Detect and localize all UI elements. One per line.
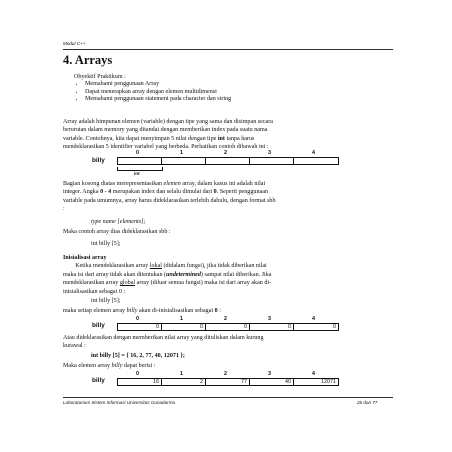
code-initializer: int billy [5] = { 16, 2, 77, 40, 12071 }; <box>91 353 185 359</box>
type-bracket <box>117 167 163 171</box>
header-rule <box>63 49 393 50</box>
array-cell: 40 <box>250 379 294 385</box>
array-cell: 16 <box>118 379 162 385</box>
array-index: 0 <box>136 371 139 377</box>
text-span: dapat berisi : <box>122 363 156 369</box>
text-span: [elements] <box>117 219 144 225</box>
text-line <box>63 180 393 188</box>
page-number: 26 dari 77 <box>357 400 378 405</box>
text-span: array (diluar semua fungsi) maka isi dari array akan di- <box>135 280 272 287</box>
array-index: 1 <box>180 150 183 156</box>
array-name: billy <box>92 322 105 329</box>
text-line <box>63 188 393 196</box>
objectives-heading: Obyektif Praktikum : <box>74 74 126 80</box>
text-span: 0 - 4 <box>100 189 112 196</box>
array-cell <box>206 158 250 164</box>
objective-item: • Memahami penggunaan statement pada character dan string <box>85 96 231 103</box>
text-line <box>63 271 393 279</box>
footer-lab: Laboratorium Sistem Informasi Universitas Gunadarma <box>63 400 176 405</box>
array-index: 1 <box>180 316 183 322</box>
array-index: 4 <box>312 316 315 322</box>
array-cell: 0 <box>118 324 162 330</box>
array-index: 0 <box>136 150 139 156</box>
text-span: Ketika mendeklarasikan array <box>75 263 150 270</box>
array-index: 2 <box>224 316 227 322</box>
text-span: array, dalam kasus ini adalah nilai <box>180 181 266 187</box>
array-index: 3 <box>268 316 271 322</box>
array-cell: 0 <box>333 324 336 330</box>
type-label: int <box>134 171 140 176</box>
init-section <box>63 254 393 296</box>
array-cell: 0 <box>250 324 294 330</box>
array-index: 4 <box>312 150 315 156</box>
array-cells <box>117 323 339 331</box>
text-span: . Seperti penggunaan <box>216 189 268 196</box>
text-span: integer. Angka <box>63 189 101 196</box>
array-cell: 2 <box>162 379 206 385</box>
keyword-int: int <box>217 135 225 142</box>
array-cell <box>162 158 206 164</box>
text-span: tanpa harus <box>224 135 255 142</box>
array-index: 1 <box>180 371 183 377</box>
text-line <box>63 262 393 270</box>
text-line <box>63 362 155 370</box>
array-cell: 12071 <box>321 379 336 385</box>
array-cells <box>117 378 339 386</box>
objective-item: • Memahami penggunaan Array <box>85 81 231 88</box>
text-line: mendeklarasikan 5 identifier variabel yang berbeda. Perhatikan contoh dibawah ini : <box>63 144 269 151</box>
text-line: inisialisasikan sebagai 0 : <box>63 288 126 295</box>
text-span: 0 <box>214 308 218 314</box>
array-index: 4 <box>312 371 315 377</box>
text-span: ; <box>143 219 146 225</box>
array-cell: 0 <box>206 324 250 330</box>
text-span: akan di-inisialisasikan sebagai <box>137 308 215 314</box>
text-line: berurutan dalam memory yang ditandai dengan memberikan index pada suatu nama <box>63 127 268 134</box>
code-declaration: int billy [5]; <box>91 241 121 247</box>
text-line <box>63 135 393 143</box>
text-span: merupakan index dan selalu dimulai dari <box>111 189 214 196</box>
text-span: maka setiap elemen array <box>63 308 127 314</box>
example-intro: Maka contoh array dias dideklarasikan sbb : <box>63 229 171 235</box>
chapter-title: 4. Arrays <box>63 53 113 67</box>
text-span: Bagian kosong diatas merepresentasikan <box>63 181 164 187</box>
paragraph-intro <box>63 118 393 152</box>
array-index: 3 <box>268 150 271 156</box>
array-index: 3 <box>268 371 271 377</box>
text-span: type name <box>91 219 118 225</box>
text-span: lokal <box>149 263 162 270</box>
code-declaration: int billy [5]; <box>91 298 121 304</box>
text-span: elemen <box>163 181 181 187</box>
text-line: : <box>63 206 65 213</box>
array-cell <box>294 158 338 164</box>
module-header: Modul C++ <box>63 41 86 46</box>
syntax-line <box>91 218 145 226</box>
text-span: Maka elemen array <box>63 363 112 369</box>
text-span: billy <box>111 363 123 369</box>
array-cell: 77 <box>206 379 250 385</box>
text-span: undetermined <box>166 271 201 278</box>
objectives-list <box>74 81 231 103</box>
text-span: 0 <box>213 189 217 196</box>
text-span: variable. Contohnya, kita dapat menyimpan 5 nilai dengan tipe <box>63 135 218 142</box>
objective-item: • Dapat menerapkan array dengan elemen multidimensi <box>85 89 231 96</box>
text-line: Array adalah himpunan elemen (variable) dengan tipe yang sama dan disimpan secara <box>63 119 273 125</box>
text-span: ) sampai nilai diberikan. Jika <box>200 271 272 278</box>
array-index: 2 <box>224 150 227 156</box>
text-line: Atau dideklarasikan dengan memberikan nilai array yang dituliskan dalam kurung <box>63 335 264 341</box>
array-cell <box>118 158 162 164</box>
footer-rule <box>63 397 393 398</box>
text-span: global <box>119 280 136 287</box>
text-line <box>63 307 221 315</box>
text-line <box>63 279 393 287</box>
array-cell: 0 <box>162 324 206 330</box>
text-span: maka isi dari array tidak akan ditentukan ( <box>63 271 167 278</box>
paragraph-index <box>63 180 393 214</box>
array-index: 2 <box>224 371 227 377</box>
text-span: mendeklarasikan array <box>63 280 120 287</box>
text-span: billy <box>126 308 138 314</box>
array-name: billy <box>92 157 105 164</box>
array-name: billy <box>92 377 105 384</box>
objectives <box>74 74 231 104</box>
section-heading: Inisialisasi array <box>63 255 107 261</box>
array-index: 0 <box>136 316 139 322</box>
text-line: variable pada umumnya, array harus dideklarasikan terlebih dahulu, dengan format sbb <box>63 197 276 204</box>
text-line: kurawal : <box>63 343 86 350</box>
text-span: (didalam fungsi), jika tidak diberikan nilai <box>162 263 267 270</box>
text-span: : <box>217 308 221 314</box>
paragraph-braces <box>63 334 393 351</box>
array-cell <box>250 158 294 164</box>
array-cells <box>117 157 339 165</box>
